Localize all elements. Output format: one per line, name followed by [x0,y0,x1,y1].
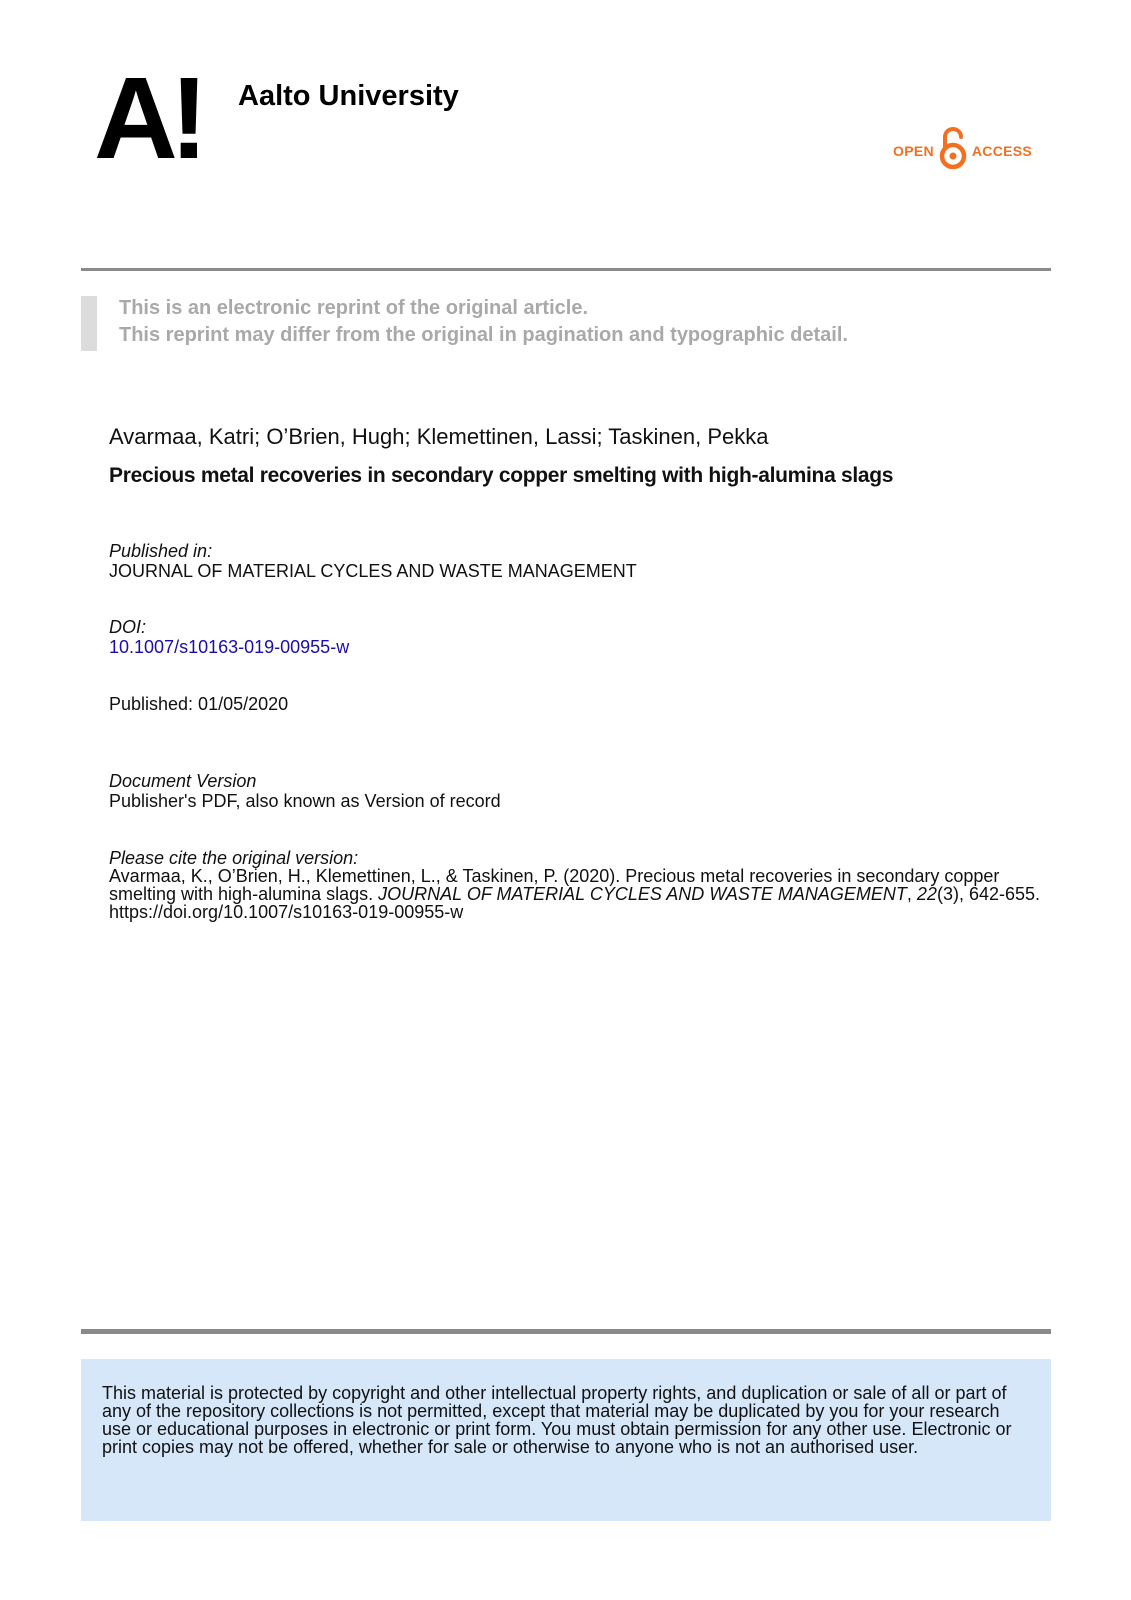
copyright-box [81,1359,1051,1521]
published-date: Published: 01/05/2020 [109,694,289,714]
citation-volume: 22 [916,884,937,904]
doi-link[interactable]: 10.1007/s10163-019-00955-w [109,637,350,657]
document-version-value: Publisher's PDF, also known as Version of record [109,791,501,811]
document-version-label: Document Version [109,771,257,791]
citation-separator: , [906,884,917,904]
reprint-notice [119,295,848,349]
citation-part-1: Avarmaa, K., O’Brien, H., Klemettinen, L., & Taskinen, P. (2020). Precious metal recoveries in secondary copper smelting with high-alumina slags. [109,866,1000,904]
open-lock-icon [938,126,968,175]
reprint-notice-line-2: This reprint may differ from the original in pagination and typographic detail. [119,324,848,346]
aalto-logo-mark: A! [94,53,201,183]
document-version-section [109,771,501,811]
footer-divider [81,1329,1051,1334]
citation-text [109,867,1059,921]
citation-part-2: (3), 642-655. https://doi.org/10.1007/s10163-019-00955-w [109,884,1041,922]
cite-label: Please cite the original version: [109,848,359,868]
doi-label: DOI: [109,617,147,637]
open-access-label-right: ACCESS [971,142,1033,159]
published-in-label: Published in: [109,541,213,561]
copyright-notice: This material is protected by copyright and other intellectual property rights, and duplication or sale of all or part of any of the repository collections is not permitted, except that material may be duplicated by you for your research use or educational purposes in electronic or print form. You must obtain permission for any other use. Electronic or print copies may not be offered, whether for sale or otherwise to anyone who is not an authorised user. [102,1383,1012,1457]
aalto-logo-text: Aalto University [238,80,459,112]
open-access-badge [893,126,1032,175]
open-access-label-left: OPEN [893,142,934,159]
reprint-notice-line-1: This is an electronic reprint of the original article. [119,297,588,319]
article-title: Precious metal recoveries in secondary copper smelting with high-alumina slags [109,464,894,487]
doi-section [109,617,349,659]
citation-journal: JOURNAL OF MATERIAL CYCLES AND WASTE MANAGEMENT [378,884,907,904]
header-divider [81,268,1051,271]
published-in-journal: JOURNAL OF MATERIAL CYCLES AND WASTE MANAGEMENT [109,561,637,581]
published-in-section [109,541,637,581]
article-authors: Avarmaa, Katri; O’Brien, Hugh; Klemettinen, Lassi; Taskinen, Pekka [109,424,769,449]
notice-accent-bar [81,296,97,351]
